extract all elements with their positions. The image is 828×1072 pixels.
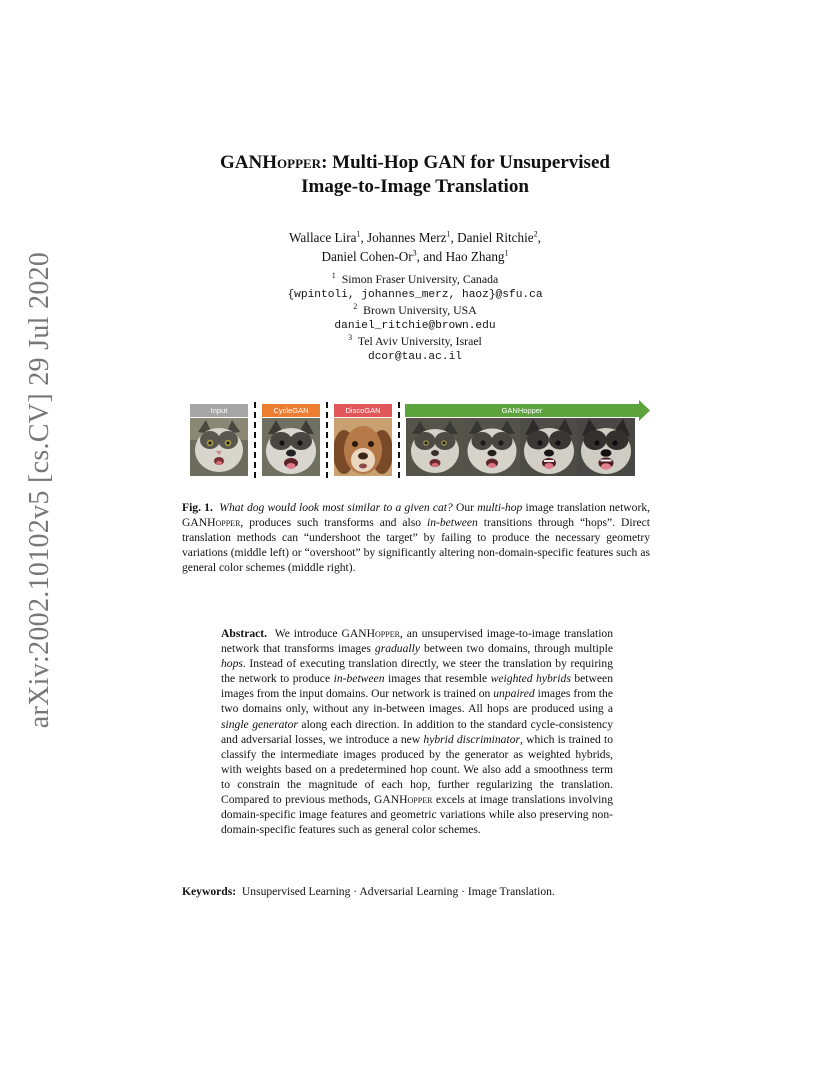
title-line-2: Image-to-Image Translation <box>301 176 529 197</box>
arxiv-identifier: arXiv:2002.10102v5 [cs.CV] 29 Jul 2020 <box>24 251 55 729</box>
ganhopper-hop-4-image <box>577 418 635 476</box>
label-discogan: DiscoGAN <box>334 404 392 417</box>
affiliation-1: $^1$ Simon Fraser University, Canada <box>331 271 499 286</box>
ganhopper-hop-1-image <box>406 418 464 476</box>
input-cat-image <box>190 418 248 476</box>
author-list <box>180 228 650 266</box>
figure-caption <box>182 500 650 575</box>
discogan-output-image <box>334 418 392 476</box>
title-line-1: GANHopper: Multi-Hop GAN for Unsupervised <box>220 152 610 173</box>
divider-1 <box>254 402 256 478</box>
authors-line-1: Wallace Lira$^1$, Johannes Merz$^1$, Daniel Ritchie$^2$, <box>289 229 541 245</box>
figure-1 <box>188 400 650 480</box>
abstract-text: We introduce GANHopper, an unsupervised image-to-image translation network that transforms images gradually between two domains, through multiple hops. Instead of executing translation directly, we steer the translation by requiring the network to produce in-between images that resemble weighted hybrids between images from the input domains. Our network is trained on unpaired images from the two domains only, without any in-between images. All hops are produced using a single generator along each direction. In addition to the standard cycle-consistency and adversarial losses, we introduce a new hybrid discriminator, which is trained to classify the intermediate images produced by the generator as weighted hybrids, with weights based on a predetermined hop count. We also add a smoothness term to constrain the magnitude of each hop, further regularizing the translation. Compared to previous methods, GANHopper excels at image translations involving domain-specific image features and geometric variations while also preserving non-domain-specific features such as general color schemes. <box>221 627 614 837</box>
caption-label: Fig. 1. <box>182 501 213 514</box>
email-3: dcor@tau.ac.il <box>368 350 462 363</box>
ganhopper-hop-3-image <box>520 418 578 476</box>
divider-3 <box>398 402 400 478</box>
keywords <box>182 884 662 899</box>
paper-title <box>150 151 680 199</box>
label-input: Input <box>190 404 248 417</box>
abstract-label: Abstract. <box>221 627 268 640</box>
keywords-label: Keywords: <box>182 885 237 898</box>
email-2: daniel_ritchie@brown.edu <box>334 319 496 332</box>
keywords-text: Unsupervised Learning · Adversarial Learning · Image Translation. <box>241 885 555 898</box>
email-1: {wpintoli, johannes_merz, haoz}@sfu.ca <box>287 288 543 301</box>
affiliation-2: $^2$ Brown University, USA <box>353 302 477 317</box>
label-ganhopper: GANHopper <box>501 406 543 415</box>
affiliations <box>180 272 650 365</box>
affiliation-3: $^3$ Tel Aviv University, Israel <box>348 333 482 348</box>
divider-2 <box>326 402 328 478</box>
cyclegan-output-image <box>262 418 320 476</box>
abstract <box>221 626 613 837</box>
label-cyclegan: CycleGAN <box>262 404 320 417</box>
method-name: GANHopper <box>220 152 322 173</box>
authors-line-2: Daniel Cohen-Or$^3$, and Hao Zhang$^1$ <box>321 248 509 264</box>
ganhopper-hop-2-image <box>463 418 521 476</box>
caption-text: What dog would look most similar to a given cat? Our multi-hop image translation network, GANHopper, produces such transforms and also in-between transitions through “hops”. Direct translation methods can “undershoot the target” by failing to produce the necessary geometry variations (middle left) or “overshoot” by significantly altering non-domain-specific features such as general color schemes (middle right). <box>182 501 651 574</box>
